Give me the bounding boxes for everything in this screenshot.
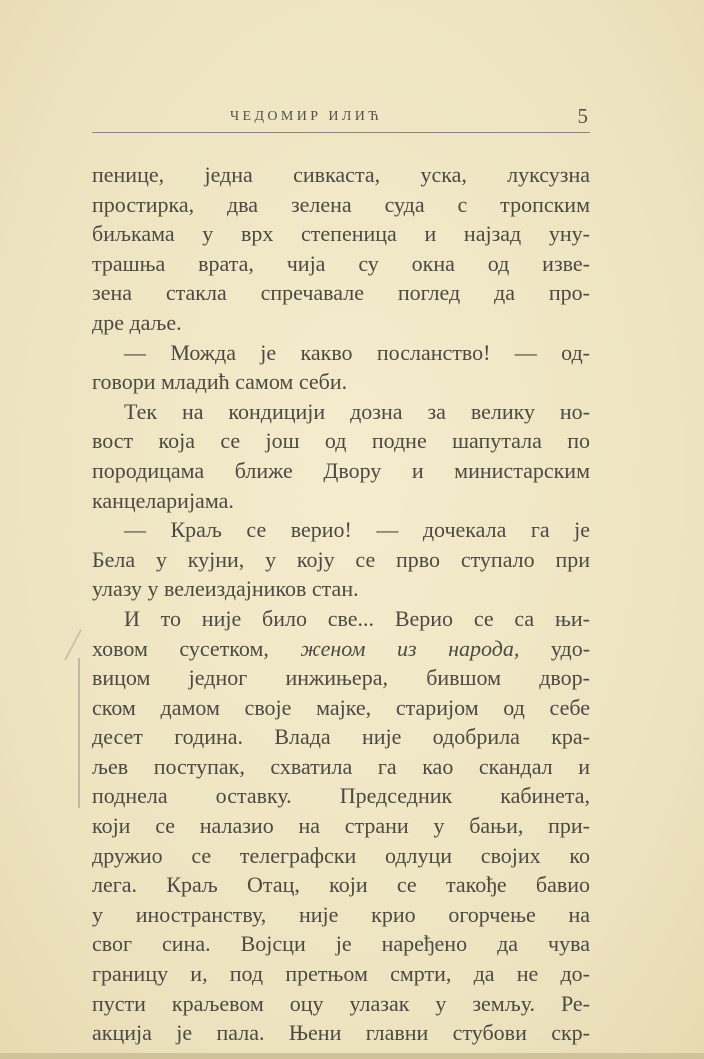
text-line: десет година. Влада није одобрила кра- xyxy=(92,724,590,750)
text-line: биљкама у врх степеница и најзад уну- xyxy=(92,221,590,247)
header-rule xyxy=(92,132,590,133)
text-line: канцеларијама. xyxy=(92,487,234,513)
text-line: поднела оставку. Председник кабинета, xyxy=(92,783,590,809)
text-line: — Краљ се верио! — дочекала га је xyxy=(124,517,590,543)
text-line: И то није било све... Верио се са њи- xyxy=(124,605,590,631)
text-line: дре даље. xyxy=(92,309,182,335)
text-line: пусти краљевом оцу улазак у земљу. Ре- xyxy=(92,990,590,1016)
text-line: вицом једног инжињера, бившом двор- xyxy=(92,665,590,691)
text-line: породицама ближе Двору и министарским xyxy=(92,457,590,483)
text-line: пенице, једна сивкаста, уска, луксузна xyxy=(92,162,590,187)
text-line: — Можда је какво посланство! — од- xyxy=(124,339,590,365)
text-line: који се налазио на страни у бањи, при- xyxy=(92,813,590,839)
text-line xyxy=(92,634,590,664)
italic-phrase: женом из народа, xyxy=(300,635,520,661)
text-segment: ховом сусетком, xyxy=(92,635,269,661)
page-header xyxy=(92,106,590,130)
text-line: акција је пала. Њени главни стубови скр- xyxy=(92,1020,590,1046)
page-edge-shadow xyxy=(0,1053,704,1059)
text-line: зена стакла спречавале поглед да про- xyxy=(92,280,590,306)
text-line: улазу у велеиздајников стан. xyxy=(92,576,359,602)
text-line: свог сина. Војсци је наређено да чува xyxy=(92,931,590,957)
running-head: ЧЕДОМИР ИЛИЋ xyxy=(230,109,383,124)
body-text xyxy=(92,160,590,1048)
text-line: говори младић самом себи. xyxy=(92,369,348,395)
text-line: простирка, два зелена суда с тропским xyxy=(92,191,590,217)
page-number: 5 xyxy=(577,104,588,128)
text-segment: удо- xyxy=(550,635,591,661)
text-line: Тек на кондицији дозна за велику но- xyxy=(124,398,590,424)
text-line: вост која се још од подне шапутала по xyxy=(92,428,590,454)
text-line: дружио се телеграфски одлуци својих ко xyxy=(92,842,590,868)
text-line: ском дамом своје мајке, старијом од себе xyxy=(92,694,590,720)
text-line: границу и, под претњом смрти, да не до- xyxy=(92,961,590,987)
text-line: трашња врата, чија су окна од изве- xyxy=(92,250,590,276)
text-line: лега. Краљ Отац, који се такође бавио xyxy=(92,872,590,898)
text-line: Бела у кујни, у коју се прво ступало при xyxy=(92,546,590,572)
margin-mark-bar xyxy=(78,658,80,808)
text-line: љев поступак, схватила га као скандал и xyxy=(92,753,590,779)
text-line: у иностранству, није крио огорчење на xyxy=(92,901,590,927)
